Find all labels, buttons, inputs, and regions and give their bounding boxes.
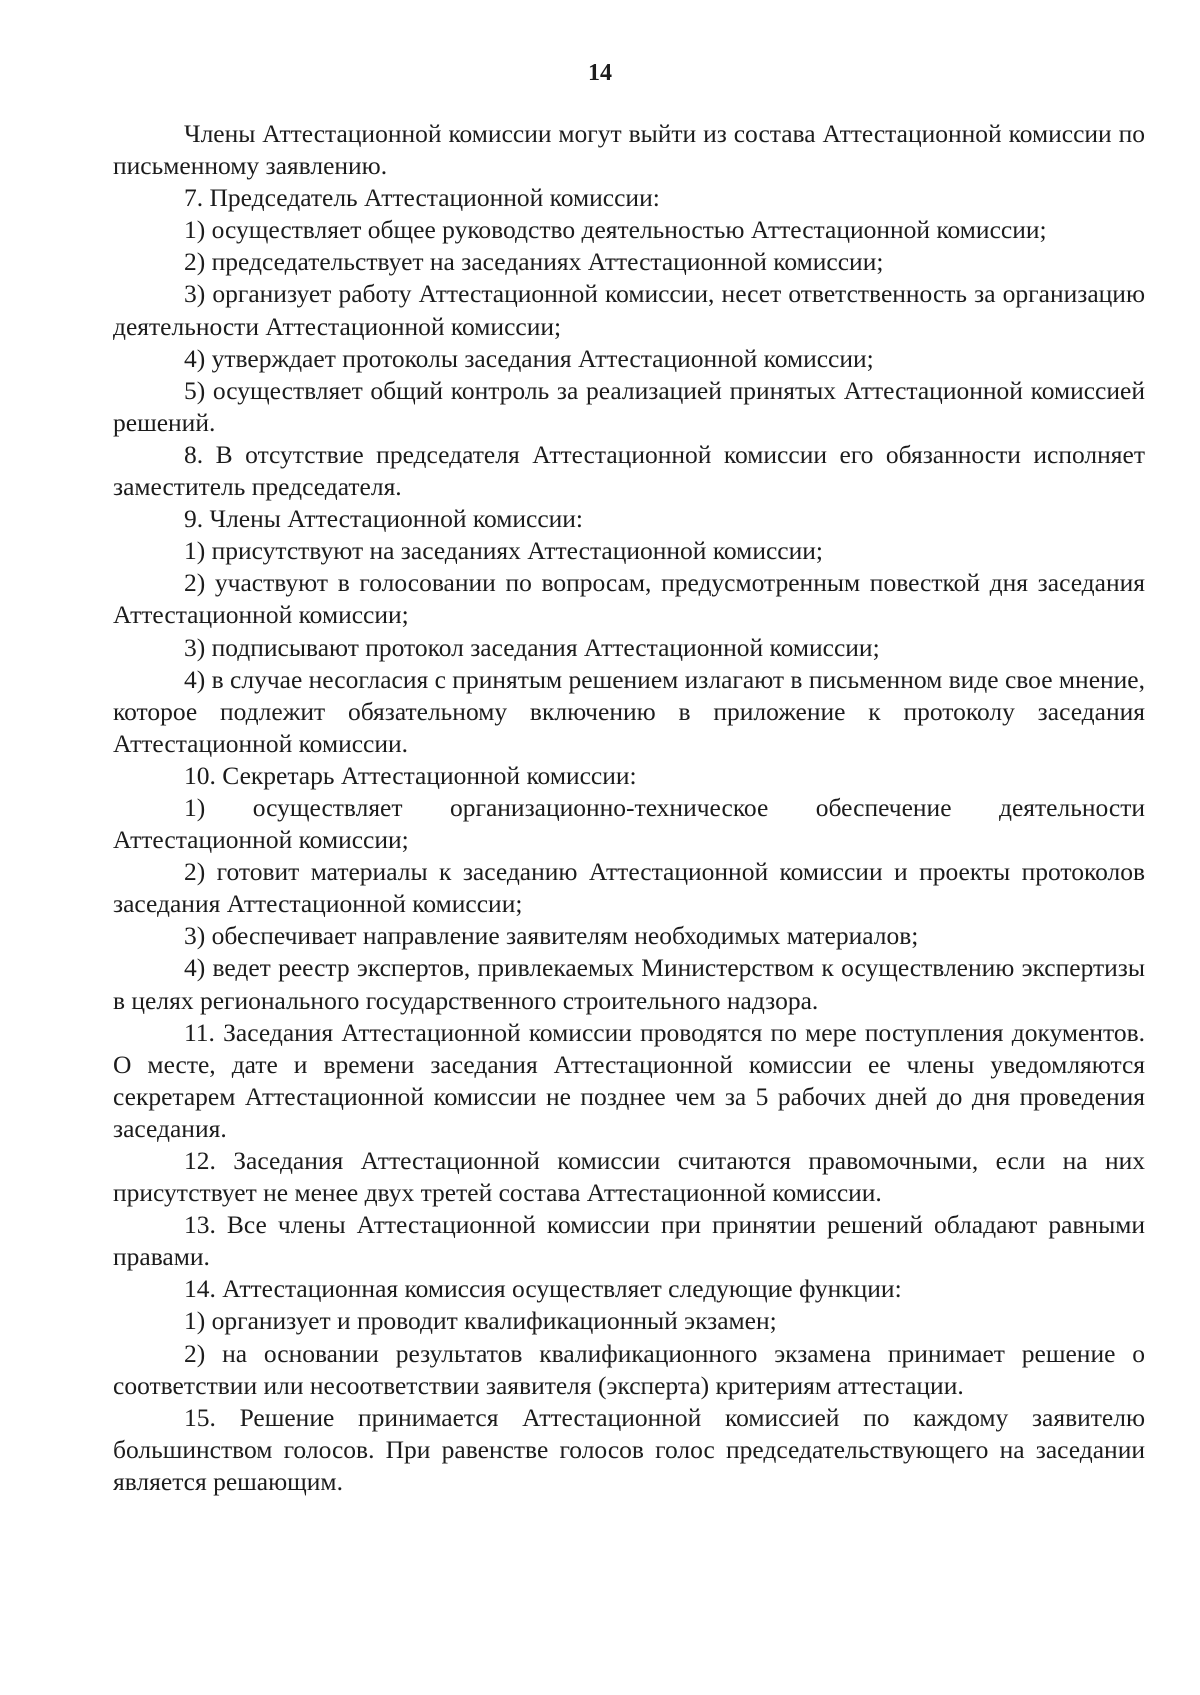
paragraph-9-members: 9. Члены Аттестационной комиссии: [184, 504, 584, 534]
paragraph-9-item-2: 2) участвуют в голосовании по вопросам, предусмотренным повесткой дня заседания Аттестационной комиссии; [113, 568, 1145, 630]
paragraph-10-item-4: 4) ведет реестр экспертов, привлекаемых Министерством к осуществлению экспертизы в целях регионального государственного строительного надзора. [113, 953, 1145, 1015]
paragraph-11-meetings: 11. Заседания Аттестационной комиссии проводятся по мере поступления документов. О месте, дате и времени заседания Аттестационной комиссии ее члены уведомляются секретарем Аттестационной комиссии не позднее чем за 5 рабочих дней до дня проведения заседания. [113, 1017, 1145, 1143]
paragraph-7-chairman: 7. Председатель Аттестационной комиссии: [184, 183, 660, 213]
paragraph-7-item-3: 3) организует работу Аттестационной комиссии, несет ответственность за организацию деятельности Аттестационной комиссии; [113, 279, 1145, 341]
paragraph-10-item-2: 2) готовит материалы к заседанию Аттестационной комиссии и проекты протоколов заседания Аттестационной комиссии; [113, 857, 1145, 919]
paragraph-members-withdrawal: Члены Аттестационной комиссии могут выйти из состава Аттестационной комиссии по письменному заявлению. [113, 119, 1145, 181]
page-number: 14 [588, 60, 612, 86]
paragraph-10-item-3: 3) обеспечивает направление заявителям необходимых материалов; [184, 921, 919, 951]
paragraph-12-quorum: 12. Заседания Аттестационной комиссии считаются правомочными, если на них присутствует не менее двух третей состава Аттестационной комиссии. [113, 1146, 1145, 1208]
paragraph-14-item-1: 1) организует и проводит квалификационный экзамен; [184, 1306, 777, 1336]
paragraph-13-equal-rights: 13. Все члены Аттестационной комиссии при принятии решений обладают равными правами. [113, 1210, 1145, 1272]
paragraph-7-item-1: 1) осуществляет общее руководство деятельностью Аттестационной комиссии; [184, 215, 1047, 245]
paragraph-10-item-1: 1) осуществляет организационно-техническое обеспечение деятельности Аттестационной комиссии; [113, 792, 1145, 855]
paragraph-15-decision: 15. Решение принимается Аттестационной комиссией по каждому заявителю большинством голосов. При равенстве голосов голос председательствующего на заседании является решающим. [113, 1402, 1145, 1496]
paragraph-9-item-4: 4) в случае несогласия с принятым решением излагают в письменном виде свое мнение, которое подлежит обязательному включению в приложение к протоколу заседания Аттестационной комиссии. [113, 664, 1145, 758]
paragraph-7-item-2: 2) председательствует на заседаниях Аттестационной комиссии; [184, 247, 884, 277]
paragraph-8-deputy: 8. В отсутствие председателя Аттестационной комиссии его обязанности исполняет заместитель председателя. [113, 439, 1145, 502]
paragraph-9-item-3: 3) подписывают протокол заседания Аттестационной комиссии; [184, 632, 880, 662]
paragraph-14-item-2: 2) на основании результатов квалификационного экзамена принимает решение о соответствии или несоответствии заявителя (эксперта) критериям аттестации. [113, 1338, 1145, 1400]
document-body [113, 118, 1145, 1498]
paragraph-14-functions: 14. Аттестационная комиссия осуществляет следующие функции: [184, 1274, 902, 1304]
paragraph-10-secretary: 10. Секретарь Аттестационной комиссии: [184, 760, 637, 790]
paragraph-9-item-1: 1) присутствуют на заседаниях Аттестационной комиссии; [184, 536, 823, 566]
paragraph-7-item-5: 5) осуществляет общий контроль за реализацией принятых Аттестационной комиссией решений. [113, 375, 1145, 437]
paragraph-7-item-4: 4) утверждает протоколы заседания Аттестационной комиссии; [184, 343, 874, 373]
